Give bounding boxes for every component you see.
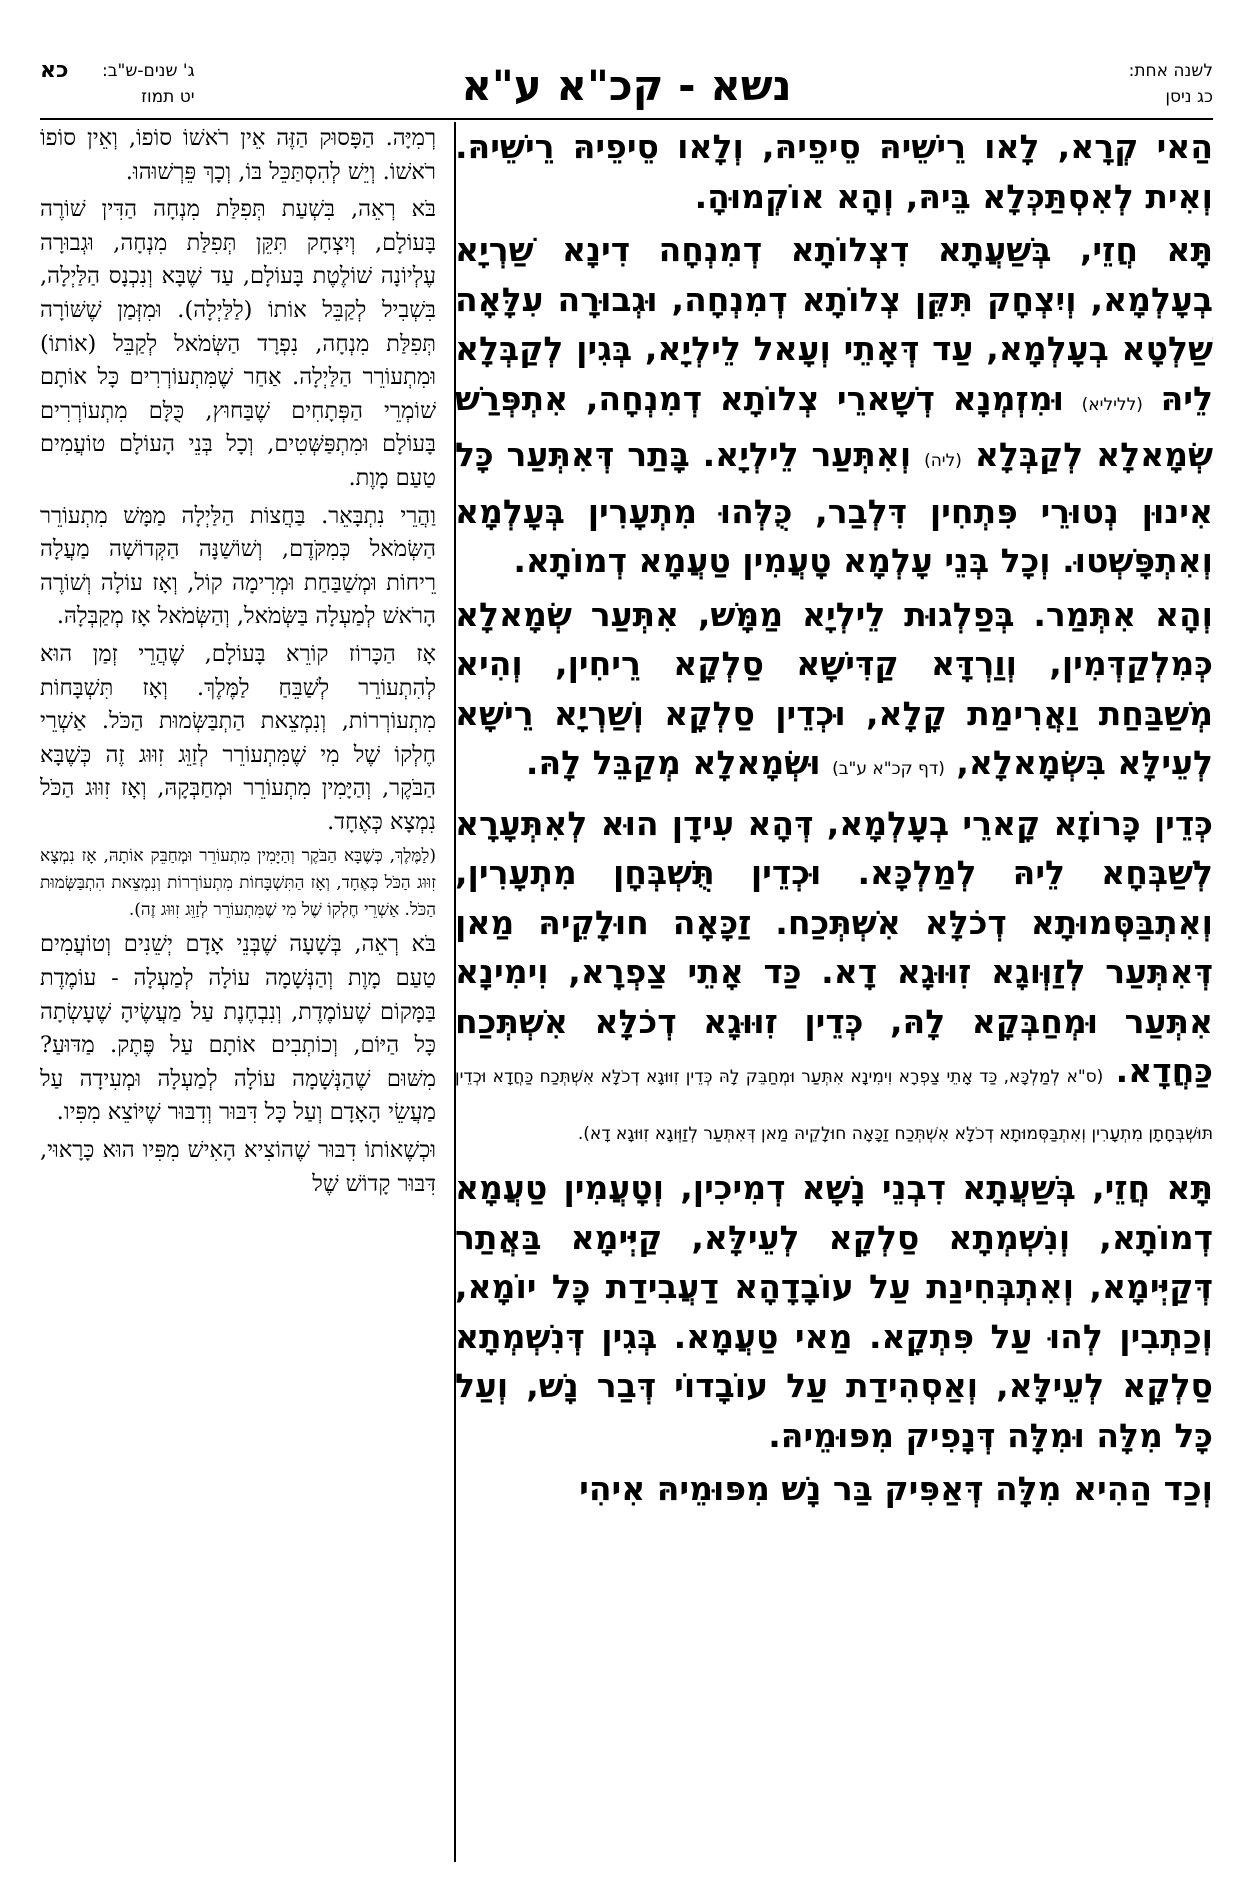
main-paragraph-text: כְּדֵין כָּרוֹזָא קָארֵי בְעָלְמָא, דְּהָא עִידָן הוּא לְאִתְּעָרָא לְשַׁבְּחָא לֵיהּ לְמַלְכָּא. וּכְדֵין תֻּשְׁבְּחָן מִתְעָרִין, וְאִתְבַּסְּמוּתָא דְכֹלָּא אִשְׁתְּכַח. זַכָּאָה חוּלָקֵיהּ מַאן דְּאִתְּעַר לְזַוְּוגָא זִוּוּגָא דָא. כַּד אָתֵי צַפְרָא, וִימִינָא אִתְּעַר וּמְחַבְּקָא לָהּ, כְּדֵין זִוּוּגָא דְכֹלָּא אִשְׁתְּכַח כַּחֲדָא. (455, 803, 1213, 1090)
main-paragraph (455, 1163, 1213, 1460)
page-title: נשא - קכ"א ע"א (461, 61, 792, 110)
header-rule (40, 118, 1213, 120)
main-paragraph-text: תָּא חֲזֵי, בְּשַׁעֲתָא דִצְלוֹתָא דְמִנְחָה דִינָא שַׁרְיָא בְעָלְמָא, וְיִצְחָק תִּקֵּן צְלוֹתָא דְמִנְחָה, וּגְבוּרָה עִלָּאָה שַׁלְטָא בְעָלְמָא, עַד דְּאָתֵי וְעָאל לֵילְיָא, בְּגִין לְקַבְּלָא לֵיהּ (455, 230, 1213, 418)
side-paragraph: רְמִיָּה. הַפָּסוּק הַזֶּה אֵין רֹאשׁוֹ סוֹפוֹ, וְאֵין סוֹפוֹ רֹאשׁוֹ. וְיֵשׁ לְהִסְתַּכֵּל בּוֹ, וְכָךְ פֵּרְשׁוּהוּ. (40, 125, 436, 185)
side-paragraph: בֹּא רְאֵה, בְּשָׁעָה שֶׁבְּנֵי אָדָם יְשֵׁנִים וְטוֹעֲמִים טַעַם מָוֶת וְהַנְּשָׁמָה עוֹלָה לְמַעְלָה - עוֹמֶדֶת בַּמָּקוֹם שֶׁעוֹמֶדֶת, וְנִבְחֶנֶת עַל מַעֲשֶׂיהָ שֶׁעָשְׂתָה כָּל הַיּוֹם, וְכוֹתְבִים אוֹתָם עַל פֶּתֶק. מַדּוּעַ? מִשּׁוּם שֶׁהַנְּשָׁמָה עוֹלָה לְמַעְלָה וּמְעִידָה עַל מַעֲשֵׂי הָאָדָם וְעַל כָּל דִּבּוּר וְדִבּוּר שֶׁיּוֹצֵא מִפִּיו. (40, 931, 436, 1126)
schedule-one-year-label: לשנה אחת: (1128, 61, 1213, 81)
schedule-three-years-info (102, 58, 195, 110)
inline-reference: (ליה) (924, 451, 962, 471)
side-paragraph: בֹּא רְאֵה, בִּשְׁעַת תְּפִלַּת מִנְחָה הַדִּין שׁוֹרֶה בָּעוֹלָם, וְיִצְחָק תִּקֵּן תְּפִלַּת מִנְחָה, וּגְבוּרָה עֶלְיוֹנָה שׁוֹלֶטֶת בָּעוֹלָם, עַד שֶׁבָּא וְנִכְנָס הַלַּיְלָה, בִּשְׁבִיל לְקַבֵּל אוֹתוֹ (לַלַּיְלָה). וּמִזְּמַן שֶׁשּׁוֹרָה תְּפִלַּת מִנְחָה, נִפְרָד הַשְּׂמֹאל לְקַבֵּל (אוֹתוֹ) וּמִתְעוֹרֵר הַלַּיְלָה. אַחַר שֶׁמִּתְעוֹרְרִים כָּל אוֹתָם שׁוֹמְרֵי הַפְּתָחִים שֶׁבַּחוּץ, כֻּלָּם מִתְעוֹרְרִים בָּעוֹלָם וּמִתְפַּשְּׁטִים, וְכָל בְּנֵי הָעוֹלָם טוֹעֲמִים טַעַם מָוֶת. (40, 196, 436, 491)
main-paragraph (455, 799, 1213, 1160)
main-paragraph-text: וּשְׂמָאלָא מְקַבֵּל לָהּ. (525, 743, 821, 782)
side-paragraph: אָז הַכָּרוֹז קוֹרֵא בָּעוֹלָם, שֶׁהֲרֵי זְמַן הוּא לְהִתְעוֹרֵר לְשַׁבֵּחַ לַמֶּלֶךְ. וְאָז תִּשְׁבָּחוֹת מִתְעוֹרְרוֹת, וְנִמְצֵאת הַתְבַּשְּׂמוּת הַכֹּל. אַשְׁרֵי חֶלְקוֹ שֶׁל מִי שֶׁמִּתְעוֹרֵר לְזַוֵּג זִוּוּג זֶה כְּשֶׁבָּא הַבֹּקֶר, וְהַיָּמִין מִתְעוֹרֵר וּמְחַבְּקָהּ, וְאָז זִוּוּג הַכֹּל נִמְצָא כְּאֶחָד. (40, 640, 436, 835)
main-paragraph-text: וְאִתְּעַר לֵילְיָא. בָּתַר דְּאִתְּעַר כָּל אִינוּן נְטוּרֵי פִּתְחִין דִּלְבַר, כֻּלְּהוּ מִתְעָרִין בְּעָלְמָא וְאִתְפָּשְׁטוּ. וְכָל בְּנֵי עָלְמָא טָעֲמִין טַעֲמָא דְמוֹתָא. (455, 435, 1213, 580)
page-folio: כא (40, 58, 69, 83)
main-paragraph-text: וְכַד הַהִיא מִלָּה דְּאַפִּיק בַּר נָשׁ מִפּוּמֵיהּ אִיהִי (579, 1469, 1213, 1508)
inline-reference: (לליליא) (1081, 394, 1143, 415)
hebrew-translation-column (40, 122, 436, 1862)
main-paragraph (455, 1464, 1213, 1514)
page-header (40, 56, 1213, 116)
schedule-one-year-date: כג ניסן (1165, 87, 1213, 107)
schedule-three-years-label: ג' שנים-ש"ב: (102, 61, 195, 81)
main-paragraph-text: תָּא חֲזֵי, בְּשַׁעֲתָא דִבְנֵי נָשָׁא דְמִיכִין, וְטָעֲמִין טַעֲמָא דְמוֹתָא, וְנִשְׁמְתָא סַלְקָא לְעֵילָּא, קַיְּימָא בַּאֲתַר דְּקַיְּימָא, וְאִתְבְּחִינַת עַל עוֹבָדָהָא דַעֲבִידַת כָּל יוֹמָא, וְכַתְבִין לְהוּ עַל פִּתְקָא. מַאי טַעֲמָא. בְּגִין דְּנִשְׁמְתָא סַלְקָא לְעֵילָּא, וְאַסְהִידַת עַל עוֹבָדוֹי דְּבַר נָשׁ, וְעַל כָּל מִלָּה וּמִלָּה דְּנָפִיק מִפּוּמֵיהּ. (455, 1168, 1213, 1455)
schedule-three-years-date: יט תמוז (141, 87, 195, 107)
main-paragraph-text: וּמִזְמְנָא דְשָׁארֵי צְלוֹתָא דְמִנְחָה, אִתְפְּרַשׁ שְׂמָאלָא לְקַבְּלָא (455, 378, 1213, 474)
variant-note: (ס"א לְמַלְכָּא, כַּד אָתֵי צַפְרָא וִימִינָא אִתְּעַר וּמְחַבֵּק לָהּ כְּדֵין זִוּוּגָא דְכֹלָּא אִשְׁתְּכַח כַּחֲדָא וּכְדֵין תּוּשְׁבְּחָתָן מִתְעָרִין וְאִתְבַּסְּמוּתָא דְכֹלָּא אִשְׁתְּכַח זַכָּאָה חוּלָקֵיהּ מַאן דְּאִתְּעַר לְזַוְּוגָא זִוּוּגָא דָא). (455, 1067, 1213, 1144)
main-paragraph (455, 122, 1213, 221)
main-paragraph (455, 225, 1213, 586)
side-paragraph: וַהֲרֵי נִתְבָּאֵר. בַּחֲצוֹת הַלַּיְלָה מַמָּשׁ מִתְעוֹרֵר הַשְּׂמֹאל כְּמִקֹּדֶם, וְשׁוֹשַׁנָּה הַקְּדוֹשָׁה מַעֲלָה רֵיחוֹת וּמְשַׁבַּחַת וּמְרִימָה קוֹל, וְאָז עוֹלָה וְשׁוֹרֶה הָרֹאשׁ לְמַעְלָה בַּשְּׂמֹאל, וְהַשְּׂמֹאל אָז מְקַבְּלָהּ. (40, 502, 436, 630)
side-paragraph: וּכְשֶׁאוֹתוֹ דִבּוּר שֶׁהוֹצִיא הָאִישׁ מִפִּיו הוּא כָּרָאוּי, דִּבּוּר קָדוֹשׁ שֶׁל (40, 1137, 436, 1197)
column-divider (454, 122, 456, 1862)
main-paragraph-text: הַאי קְרָא, לָאו רֵישֵׁיהּ סֵיפֵיהּ, וְלָאו סֵיפֵיהּ רֵישֵׁיהּ. וְאִית לְאִסְתַּכְּלָא בֵּיהּ, וְהָא אוֹקְמוּהָ. (455, 127, 1213, 216)
side-variant-note: (לַמֶּלֶךְ, כְּשֶׁבָּא הַבֹּקֶר וְהַיָּמִין מִתְעוֹרֵר וּמְחַבֵּק אוֹתָהּ, אָז נִמְצָא זִוּוּג הַכֹּל כְּאֶחָד, וְאָז הַתִּשְׁבָּחוֹת מִתְעוֹרְרוֹת וְנִמְצֵאת הִתְבַּשְּׂמוּת הַכֹּל. אַשְׁרֵי חֶלְקוֹ שֶׁל מִי שֶׁמִּתְעוֹרֵר לְזַוֵּג זִוּוּג זֶה). (40, 846, 436, 921)
page-reference: (דף קכ"א ע"ב) (832, 759, 945, 779)
main-paragraph (455, 590, 1213, 795)
aramaic-text-column (455, 122, 1213, 1862)
main-paragraph-text: וְהָא אִתְּמַר. בְּפַלְגוּת לֵילְיָא מַמָּשׁ, אִתְּעַר שְׂמָאלָא כְּמִלְקַדְּמִין, וְוַרְדָּא קַדִּישָׁא סַלְקָא רֵיחִין, וְהִיא מְשַׁבַּחַת וַאֲרִימַת קָלָא, וּכְדֵין סַלְקָא וְשַׁרְיָא רֵישָׁא לְעֵילָּא בִּשְׂמָאלָא, (455, 594, 1213, 782)
